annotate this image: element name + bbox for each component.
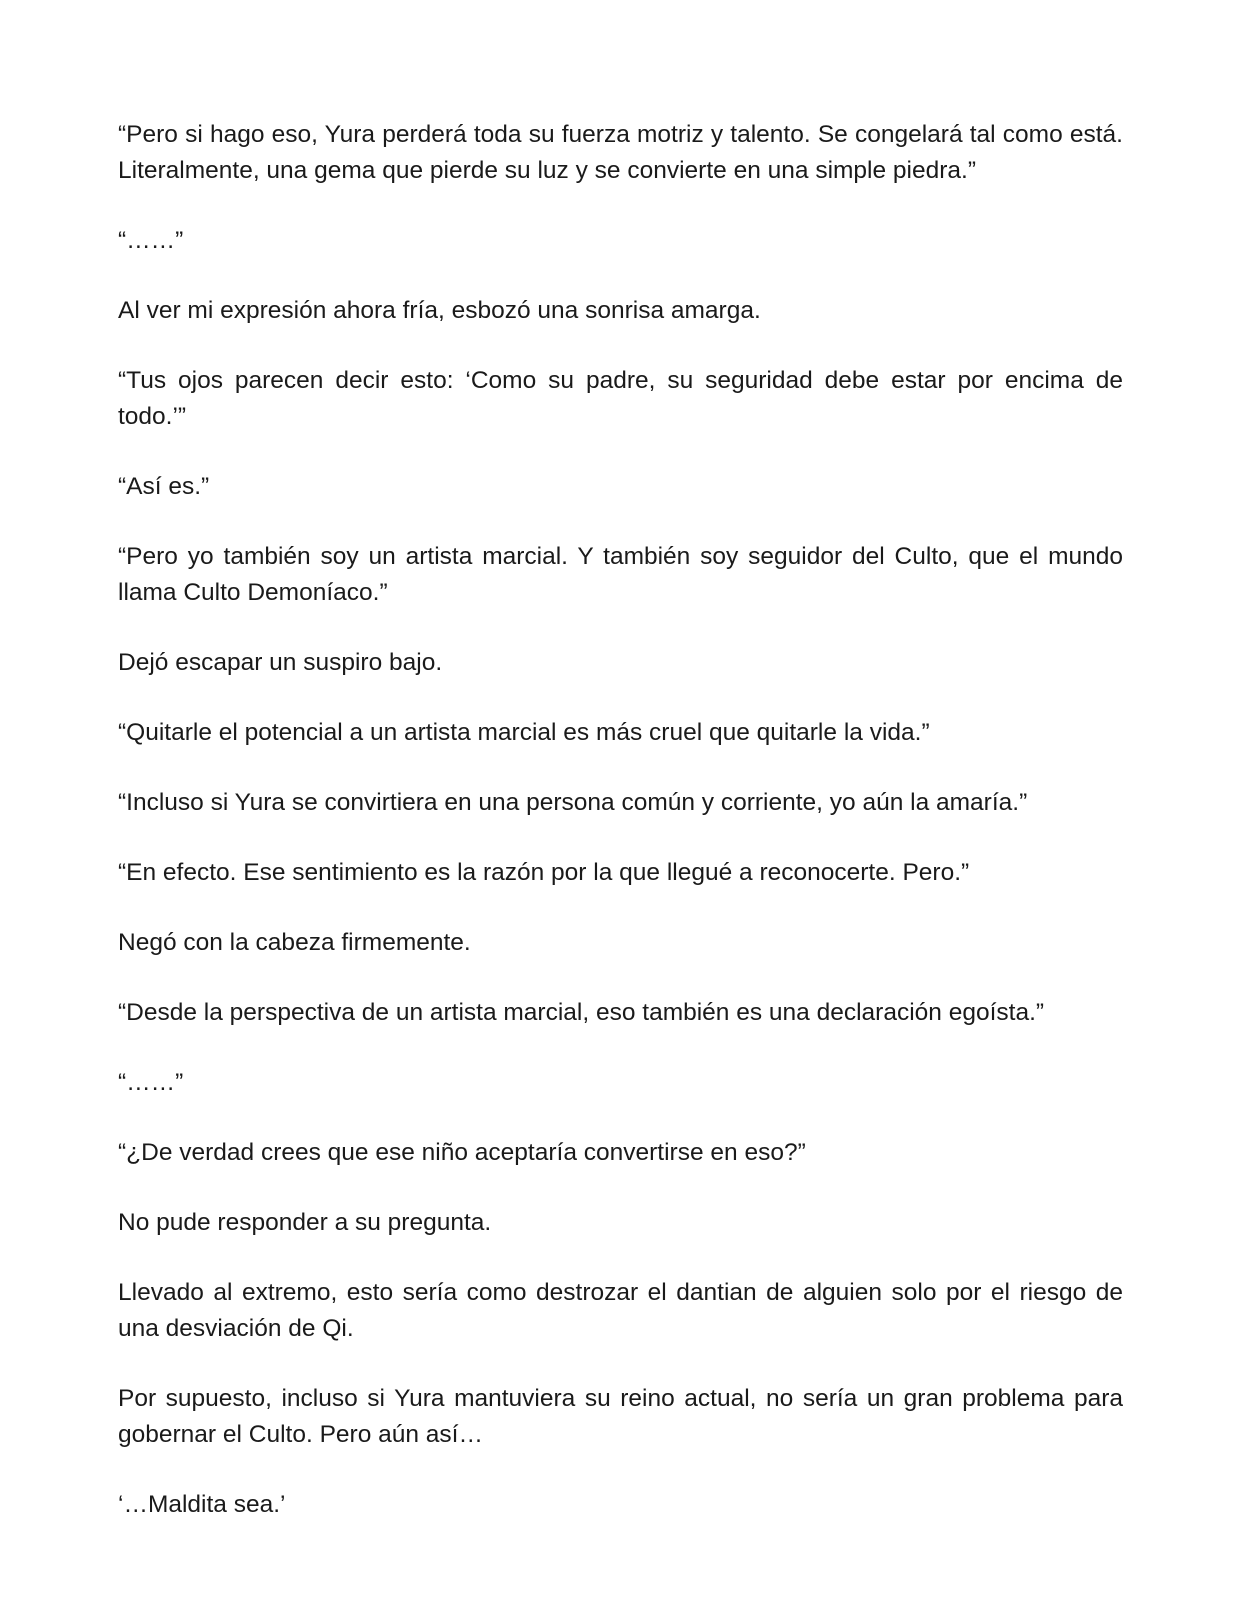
paragraph: Negó con la cabeza firmemente. — [118, 929, 471, 956]
paragraph: “Desde la perspectiva de un artista marcial, eso también es una declaración egoísta.” — [118, 999, 1045, 1026]
paragraph: ‘…Maldita sea.’ — [118, 1491, 286, 1518]
paragraph: No pude responder a su pregunta. — [118, 1209, 492, 1236]
paragraph: “Así es.” — [118, 473, 210, 500]
paragraph: Dejó escapar un suspiro bajo. — [118, 649, 443, 676]
paragraph: “Pero yo también soy un artista marcial. Y también soy seguidor del Culto, que el mundo llama Culto Demoníaco.” — [118, 543, 1123, 606]
paragraph: “……” — [118, 227, 184, 254]
document-body — [118, 117, 1123, 1557]
paragraph: “……” — [118, 1069, 184, 1096]
paragraph: “Pero si hago eso, Yura perderá toda su fuerza motriz y talento. Se congelará tal como está. Literalmente, una gema que pierde su luz y se convierte en una simple piedra.” — [118, 121, 1123, 184]
paragraph: Al ver mi expresión ahora fría, esbozó una sonrisa amarga. — [118, 297, 761, 324]
paragraph: “Quitarle el potencial a un artista marcial es más cruel que quitarle la vida.” — [118, 719, 930, 746]
paragraph: Por supuesto, incluso si Yura mantuviera su reino actual, no sería un gran problema para gobernar el Culto. Pero aún así… — [118, 1385, 1123, 1448]
paragraph: “Incluso si Yura se convirtiera en una persona común y corriente, yo aún la amaría.” — [118, 789, 1028, 816]
paragraph: “¿De verdad crees que ese niño aceptaría convertirse en eso?” — [118, 1139, 806, 1166]
paragraph: Llevado al extremo, esto sería como destrozar el dantian de alguien solo por el riesgo de una desviación de Qi. — [118, 1279, 1123, 1342]
paragraph: “En efecto. Ese sentimiento es la razón por la que llegué a reconocerte. Pero.” — [118, 859, 970, 886]
paragraph: “Tus ojos parecen decir esto: ‘Como su padre, su seguridad debe estar por encima de todo.’” — [118, 367, 1123, 430]
